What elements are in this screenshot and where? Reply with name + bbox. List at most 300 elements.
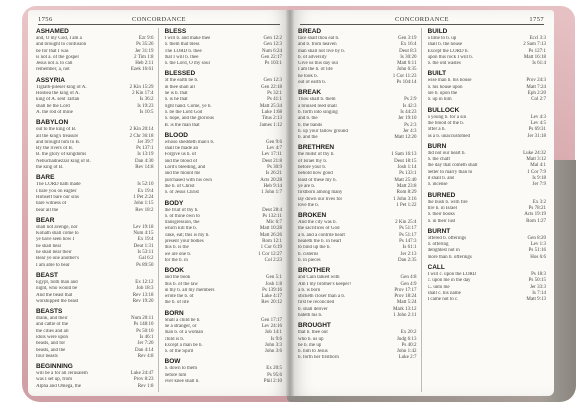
entry-phrase: b. them that bless: [164, 42, 200, 48]
entry-reference: John 3:6: [264, 349, 282, 355]
entry-reference: Acts 19:19: [524, 212, 546, 218]
entry-phrase: b. of thine own to: [164, 213, 200, 219]
entry-reference: Jer 31:18: [527, 133, 546, 139]
entry-reference: Luke 24:47: [130, 371, 154, 377]
concordance-entry: [298, 322, 417, 361]
entry-line: [165, 258, 283, 264]
running-head-left: [38, 16, 280, 25]
entry-reference: Acts 20:28: [260, 177, 282, 183]
entry-reference: Eccl 3:3: [529, 36, 546, 41]
entry-line: [428, 61, 547, 67]
entry-reference: Gen 12:3: [263, 78, 282, 84]
entry-phrase: the cities and all: [36, 328, 69, 334]
entry-headword: BORN: [164, 309, 184, 317]
entry-line: [298, 135, 417, 141]
entry-reference: Mic 6:7: [266, 220, 282, 226]
entry-reference: Deut 8:3: [399, 48, 417, 54]
entry-reference: Matt 7:24: [526, 84, 546, 90]
entry-phrase: least of these my b.: [298, 177, 337, 183]
entry-reference: Matt 12:20: [394, 135, 417, 141]
entry-line: [428, 97, 547, 103]
entry-phrase: b. up in him: [427, 97, 452, 103]
entry-reference: Ex 20:5: [266, 366, 282, 372]
concordance-entry: [298, 267, 417, 319]
entry-reference: Heb 9:14: [263, 183, 282, 189]
concordance-entry: [36, 28, 154, 74]
entry-phrase: as a b. unaccustomed: [427, 133, 470, 139]
entry-phrase: he shall bear: [36, 243, 62, 249]
entry-reference: Lev 4:3: [530, 114, 546, 120]
header-rule: [38, 24, 280, 25]
entry-reference: Lev 1:3: [530, 242, 546, 248]
entry-headword: BROTHER: [298, 267, 331, 275]
entry-reference: Is 9:18: [532, 176, 546, 182]
concordance-entry: [165, 28, 283, 67]
entry-phrase: four beasts: [36, 353, 58, 359]
left-page: [28, 10, 290, 396]
entry-line: [36, 110, 154, 116]
entry-phrase: b. down to them: [164, 366, 197, 372]
entry-reference: Ps 32:1: [267, 91, 282, 97]
entry-phrase: a b. and a contrite heart: [298, 232, 345, 238]
entry-line: [165, 379, 283, 385]
entry-phrase: offered b. offerings: [427, 235, 467, 241]
entry-reference: Jer 39:7: [137, 139, 154, 145]
entry-reference: Ps 2:3: [404, 122, 417, 128]
entry-phrase: C. unto me: [427, 284, 450, 290]
entry-phrase: in thee shall all: [164, 84, 195, 90]
entry-reference: 2 Kin 15:29: [129, 84, 154, 90]
entry-reference: Gen 22:18: [261, 84, 282, 90]
entry-reference: Ps 132:11: [262, 213, 282, 219]
entry-phrase: wrote the b. of: [164, 294, 194, 300]
entry-reference: Luke 1:68: [261, 109, 282, 115]
entry-phrase: b. in pieces: [298, 257, 321, 263]
entry-phrase: Alpha and Omega, the: [36, 383, 81, 389]
concordance-column: [298, 28, 422, 392]
entry-reference: Ex 19:4: [137, 188, 154, 194]
concordance-column: [165, 28, 283, 392]
entry-reference: Heb 2:11: [135, 61, 154, 67]
entry-reference: Gen 12:3: [263, 42, 282, 48]
entry-reference: 1 Cor 6:19: [260, 245, 282, 251]
entry-phrase: that b. thee out: [298, 330, 328, 336]
entry-phrase: and b. the: [298, 116, 318, 122]
entry-phrase: bare witness of: [36, 201, 67, 207]
entry-phrase: b. the Lord, O my soul: [164, 61, 210, 67]
entry-reference: Deut 18:15: [394, 158, 417, 164]
entry-reference: Gen 9:6: [266, 139, 282, 145]
entry-reference: Num 20:11: [131, 316, 154, 322]
concordance-column: [428, 28, 547, 392]
entry-reference: Col 2:23: [264, 257, 282, 263]
entry-reference: Gen 22:17: [261, 54, 282, 60]
concordance-entry: [298, 28, 417, 86]
entry-phrase: b. be the Lord God: [164, 109, 203, 115]
entry-reference: Ex 3:2: [532, 199, 546, 205]
entry-phrase: Take, eat; this is my b.: [164, 232, 210, 238]
entry-phrase: hateth his b.: [298, 312, 323, 318]
entry-headword: BREAD: [298, 28, 322, 35]
entry-reference: Is 19:23: [137, 103, 154, 109]
entry-reference: Rev 14:8: [135, 165, 154, 171]
entry-phrase: c. upon me in the day: [427, 278, 471, 284]
entry-phrase: be a stranger, or: [164, 323, 197, 329]
entry-line: [298, 80, 417, 86]
entry-phrase: b. shall deliver: [298, 306, 328, 312]
entry-reference: Jer 4:3: [403, 128, 417, 134]
entry-reference: Matt 23:8: [396, 183, 417, 189]
entry-phrase: delightest not in: [427, 248, 460, 254]
entry-phrase: better to marry than to: [427, 169, 473, 175]
entry-reference: Ps 50:15: [528, 278, 546, 284]
entry-phrase: and brought to confusion: [36, 42, 87, 48]
entry-phrase: the king of B.: [36, 165, 64, 171]
entry-phrase: he is b. that: [164, 91, 188, 97]
entry-phrase: behold how good: [298, 171, 333, 177]
entry-phrase: for the b. in: [164, 257, 188, 263]
entry-line: [36, 208, 154, 214]
entry-phrase: remember, a, not: [36, 67, 70, 73]
entry-phrase: firstborn among many: [298, 190, 343, 196]
entry-reference: Ps 51:16: [528, 248, 546, 254]
entry-phrase: b. his house upon: [427, 84, 463, 90]
entry-reference: Lev 4:5: [530, 120, 546, 126]
entry-phrase: will be a for all Jerusalem: [36, 371, 88, 377]
entry-phrase: b. the bands: [298, 122, 323, 128]
concordance-entry: [428, 70, 547, 103]
concordance-entry: [428, 107, 547, 140]
entry-reference: Hos 6:6: [530, 254, 546, 260]
entry-reference: Lev 17:11: [261, 152, 282, 158]
entry-reference: Is 10:5: [139, 109, 154, 115]
entry-reference: Ex 12:12: [135, 279, 154, 285]
entry-phrase: a time to b. up: [427, 36, 457, 41]
entry-reference: Is 61:1: [402, 245, 417, 251]
entry-headword: ASSYRIA: [36, 76, 65, 84]
entry-headword: BABYLON: [36, 119, 69, 127]
entry-reference: Is 30:20: [400, 54, 417, 60]
entry-reference: Rev 4:8: [137, 353, 154, 359]
entry-phrase: upon this rock I will b.: [427, 54, 474, 60]
entry-reference: 1 Cor 11:23: [392, 73, 417, 79]
entry-phrase: which kill the b.: [164, 226, 197, 232]
entry-phrase: b. offering: [427, 242, 449, 248]
entry-reference: Matt 9:13: [526, 297, 546, 303]
entry-headword: BEAR: [36, 216, 55, 224]
entry-reference: 2 Tim 1:8: [134, 54, 154, 60]
entry-phrase: and the book: [164, 275, 191, 281]
entry-reference: John 6:35: [396, 67, 417, 73]
entry-phrase: first be reconciled: [298, 300, 335, 306]
entry-phrase: face shalt thou eat b.: [298, 36, 340, 41]
entry-reference: Luke 4:17: [261, 294, 282, 300]
entry-reference: Rev 1:8: [137, 383, 154, 389]
concordance-entry: [165, 200, 283, 265]
entry-reference: 1 John 1:7: [261, 190, 282, 196]
entry-headword: BODY: [164, 199, 184, 207]
entry-phrase: b. of the Spirit: [164, 349, 194, 355]
entry-reference: Gen 17:17: [261, 317, 282, 323]
entry-phrase: healeth the b. in heart: [298, 239, 342, 245]
entry-reference: Gen 12:2: [263, 36, 282, 41]
entry-reference: Matt 26:26: [259, 232, 282, 238]
entry-reference: Num 4:15: [133, 231, 154, 237]
entry-phrase: ye have seen how I: [36, 237, 75, 243]
entry-phrase: we are one b.: [164, 251, 192, 257]
entry-phrase: Jesus not a. to call: [36, 61, 73, 67]
entry-phrase: more than b. offerings: [427, 254, 472, 260]
entry-line: [165, 123, 283, 129]
entry-line: [165, 190, 283, 196]
entry-reference: Matt 25:40: [394, 177, 417, 183]
entry-phrase: The LORD hath made: [36, 182, 81, 188]
entry-reference: Ps 51:17: [399, 232, 417, 238]
entry-reference: Is 46:1: [139, 334, 154, 340]
entry-phrase: Tiglath-pileser king of A.: [36, 84, 87, 90]
entry-phrase: Kohath shall come to: [36, 231, 79, 237]
entry-line: [36, 299, 154, 305]
entry-phrase: lay down our lives for: [298, 196, 343, 202]
entry-headword: BEGINNING: [36, 363, 73, 371]
entry-phrase: that I will b. thee: [164, 54, 199, 60]
entry-phrase: b. of Jesus Christ: [164, 190, 199, 196]
entry-phrase: ye are b.: [298, 183, 316, 189]
entry-phrase: of Israel thy b.: [298, 158, 328, 164]
entry-reference: Ps 18:3: [531, 272, 546, 278]
concordance-entry: [428, 192, 547, 225]
entry-reference: Dan 4:30: [135, 158, 154, 164]
entry-headword: BROUGHT: [298, 322, 331, 330]
entry-reference: Ps 89:50: [136, 262, 154, 268]
entry-phrase: the blood of the b.: [427, 120, 465, 126]
entry-reference: 1 Cor 7:9: [527, 169, 546, 175]
entry-reference: Ezr 9:6: [138, 36, 154, 41]
entry-reference: Matt 16:18: [523, 54, 546, 60]
entry-reference: Gen 3:19: [398, 36, 417, 41]
entry-reference: 2 Sam 7:13: [523, 42, 546, 48]
entry-phrase: wise man b. his house: [427, 78, 472, 84]
entry-reference: Matt 6:11: [397, 61, 417, 67]
entry-reference: Is 13:19: [137, 152, 154, 158]
entry-phrase: the midst of thy b.: [298, 152, 335, 158]
entry-headword: BARE: [36, 174, 55, 182]
entry-headword: BURNT: [427, 227, 451, 235]
entry-reference: 1 Sam 16:13: [391, 152, 417, 158]
entry-phrase: purchased with his own: [164, 177, 212, 183]
concordance-entry: [428, 143, 547, 189]
entry-line: [428, 219, 547, 225]
entry-phrase: worshipped the beast: [36, 298, 79, 304]
entry-reference: James 1:12: [259, 122, 282, 128]
entry-reference: Prov 24:3: [526, 78, 546, 84]
entry-phrase: Egypt, both man and: [36, 279, 78, 285]
entry-phrase: I will b. and make thee: [164, 36, 211, 41]
entry-line: [165, 349, 283, 355]
entry-line: [36, 67, 154, 73]
entry-reference: Jer 33:3: [530, 284, 546, 290]
entry-headword: BLESS: [164, 28, 187, 35]
entry-phrase: a bruised reed shall: [298, 103, 337, 109]
entry-headword: BROKEN: [298, 212, 327, 220]
concordance-entry: [36, 217, 154, 269]
entry-phrase: night, who would be: [36, 286, 78, 292]
entry-reference: Prov 8:23: [133, 377, 154, 383]
entry-reference: Is 42:3: [402, 103, 417, 109]
entry-phrase: b. hope, and the glorious: [164, 116, 214, 122]
entry-headword: BOW: [164, 358, 181, 366]
entry-phrase: he shall bear their: [36, 250, 72, 256]
entry-phrase: shall be the Lord: [36, 103, 70, 109]
entry-headword: BEAST: [36, 271, 59, 279]
book-gutter: [286, 10, 294, 396]
entry-line: [428, 182, 547, 188]
entry-reference: Eph 2:20: [527, 91, 546, 97]
entry-phrase: A. the rod of mine: [36, 109, 73, 115]
entry-reference: Ps 104:14: [396, 80, 417, 86]
entry-phrase: the day that cometh shall: [427, 163, 478, 169]
entry-line: [298, 258, 417, 264]
entry-headword: BLESSED: [164, 70, 196, 78]
entry-reference: John 3:3: [264, 342, 282, 348]
entry-phrase: present your bodies: [164, 239, 204, 245]
entry-headword: BLOOD: [164, 131, 188, 139]
entry-phrase: out to the king of B.: [36, 127, 77, 133]
entry-headword: BUILD: [427, 28, 448, 35]
right-page: [290, 10, 554, 396]
entry-reference: Job 18:3: [136, 286, 154, 292]
concordance-entry: [165, 267, 283, 306]
entry-headword: BRETHREN: [298, 144, 335, 152]
entry-phrase: right hand. Come, ye b.: [164, 103, 212, 109]
entry-phrase: to bind up the b.: [298, 245, 331, 251]
entry-phrase: are b. upon the: [427, 91, 458, 97]
entry-reference: Lev 24:16: [261, 323, 282, 329]
entry-phrase: b. in their lust: [427, 218, 456, 224]
entry-reference: Luke 2:7: [398, 355, 417, 361]
entry-reference: Jer 2:13: [400, 251, 417, 257]
entry-line: [428, 134, 547, 140]
entry-phrase: the b. of life: [164, 300, 189, 306]
running-head-title-left: CONCORDANCE: [132, 16, 186, 23]
entry-reference: Mal 4:1: [530, 163, 546, 169]
entry-reference: Lev 19:18: [133, 224, 154, 230]
concordance-entry: [36, 363, 154, 390]
concordance-column: [36, 28, 159, 392]
entry-reference: Ps 2:9: [404, 97, 417, 103]
entry-phrase: Except a man be b.: [164, 342, 203, 348]
entry-phrase: he b. me up: [298, 342, 322, 348]
entry-phrase: I am able to bear: [36, 262, 70, 268]
entry-phrase: Thou shalt b. them: [298, 97, 336, 103]
entry-reference: 2 Chr 36:18: [129, 133, 154, 139]
entry-phrase: it shall b. and: [427, 176, 455, 182]
entry-phrase: bear all the: [36, 207, 59, 213]
concordance-entry: [428, 228, 547, 261]
concordance-entry: [36, 308, 154, 360]
entry-reference: Matt 10:28: [259, 226, 282, 232]
entry-phrase: did not our heart b.: [427, 150, 466, 156]
concordance-entry: [36, 174, 154, 213]
concordance-entry: [36, 77, 154, 116]
entry-phrase: in thy b. all my members: [164, 287, 215, 293]
entry-reference: Josh 1:14: [397, 165, 417, 171]
entry-phrase: sticketh closer than a b.: [298, 294, 346, 300]
entry-reference: Luke 24:32: [523, 150, 546, 156]
entry-line: [428, 297, 547, 303]
entry-phrase: b. the old wastes: [427, 61, 461, 67]
concordance-entry: [428, 28, 547, 67]
entry-phrase: beasts, and the: [36, 347, 66, 353]
entry-reference: Job 14:1: [264, 330, 282, 336]
entry-reference: Titus 2:13: [261, 116, 282, 122]
entry-phrase: king of A. sent Tartan: [36, 97, 80, 103]
entry-phrase: and the blood of: [164, 158, 198, 164]
entry-reference: John 1:42: [396, 349, 417, 355]
entry-phrase: I am the b. of life: [298, 67, 333, 73]
entry-phrase: the sacrifices of God: [298, 226, 340, 232]
entry-phrase: beasts, and for: [36, 341, 66, 347]
concordance-entry: [298, 212, 417, 264]
entry-phrase: out of earth b.: [298, 80, 327, 86]
entry-reference: Is 52:10: [137, 182, 154, 188]
entry-phrase: drank, and their: [36, 316, 68, 322]
page-number-left: 1756: [38, 16, 53, 23]
entry-reference: Deut 28:4: [262, 207, 282, 213]
entry-reference: Matt 5:24: [396, 300, 417, 306]
entry-reference: Ps 51:17: [399, 226, 417, 232]
entry-phrase: Forgive us b. of: [164, 152, 197, 158]
entry-phrase: and b. from heaven: [298, 42, 337, 48]
entry-line: [298, 355, 417, 361]
entry-phrase: Shall a child be b.: [164, 317, 201, 323]
entry-reference: Ps 69:31: [528, 127, 546, 133]
entry-phrase: Give us this day our: [298, 61, 339, 67]
entry-reference: Gen 4:9: [400, 281, 417, 287]
entry-phrase: Nebuchadnezzar king of B.: [36, 158, 91, 164]
entry-reference: Jer 7:9: [532, 182, 546, 188]
entry-phrase: the b. of Christ: [164, 183, 195, 189]
entry-phrase: b. cisterns: [298, 251, 319, 257]
entry-reference: Ps 137:1: [136, 146, 154, 152]
entry-line: [165, 300, 283, 306]
entry-phrase: the fruit of thy b.: [164, 207, 199, 213]
entry-headword: BULLOCK: [427, 106, 460, 114]
right-page-columns: [298, 28, 546, 392]
entry-phrase: this b. is the: [164, 245, 189, 251]
entry-phrase: b. is he that: [164, 97, 188, 103]
entry-reference: Matt 3:12: [526, 157, 546, 163]
entry-reference: Is 9:6: [270, 336, 282, 342]
entry-reference: Jer 31:19: [135, 48, 154, 54]
entry-phrase: offer a b.: [427, 127, 446, 133]
entry-reference: Gen 4:8: [400, 275, 417, 281]
entry-reference: 1 Pet 2:24: [133, 194, 154, 200]
entry-phrase: Bear ye one another's: [36, 256, 79, 262]
entry-phrase: child is b.: [164, 336, 185, 342]
entry-phrase: b. incense: [427, 182, 448, 188]
entry-phrase: I bare you on eagles': [36, 188, 78, 194]
entry-reference: Rev 19:20: [132, 298, 154, 304]
entry-reference: Is 61:4: [532, 61, 546, 67]
entry-phrase: Hoshea the king of A.: [36, 91, 80, 97]
entry-reference: Rom 12:1: [262, 239, 282, 245]
entry-reference: Ex 19:4: [137, 237, 154, 243]
entry-phrase: The LORD b. thee: [164, 48, 202, 54]
entry-phrase: be for that I was: [36, 48, 69, 54]
entry-reference: 2 Kin 25:4: [395, 220, 417, 226]
entry-phrase: who b. us up: [298, 336, 324, 342]
